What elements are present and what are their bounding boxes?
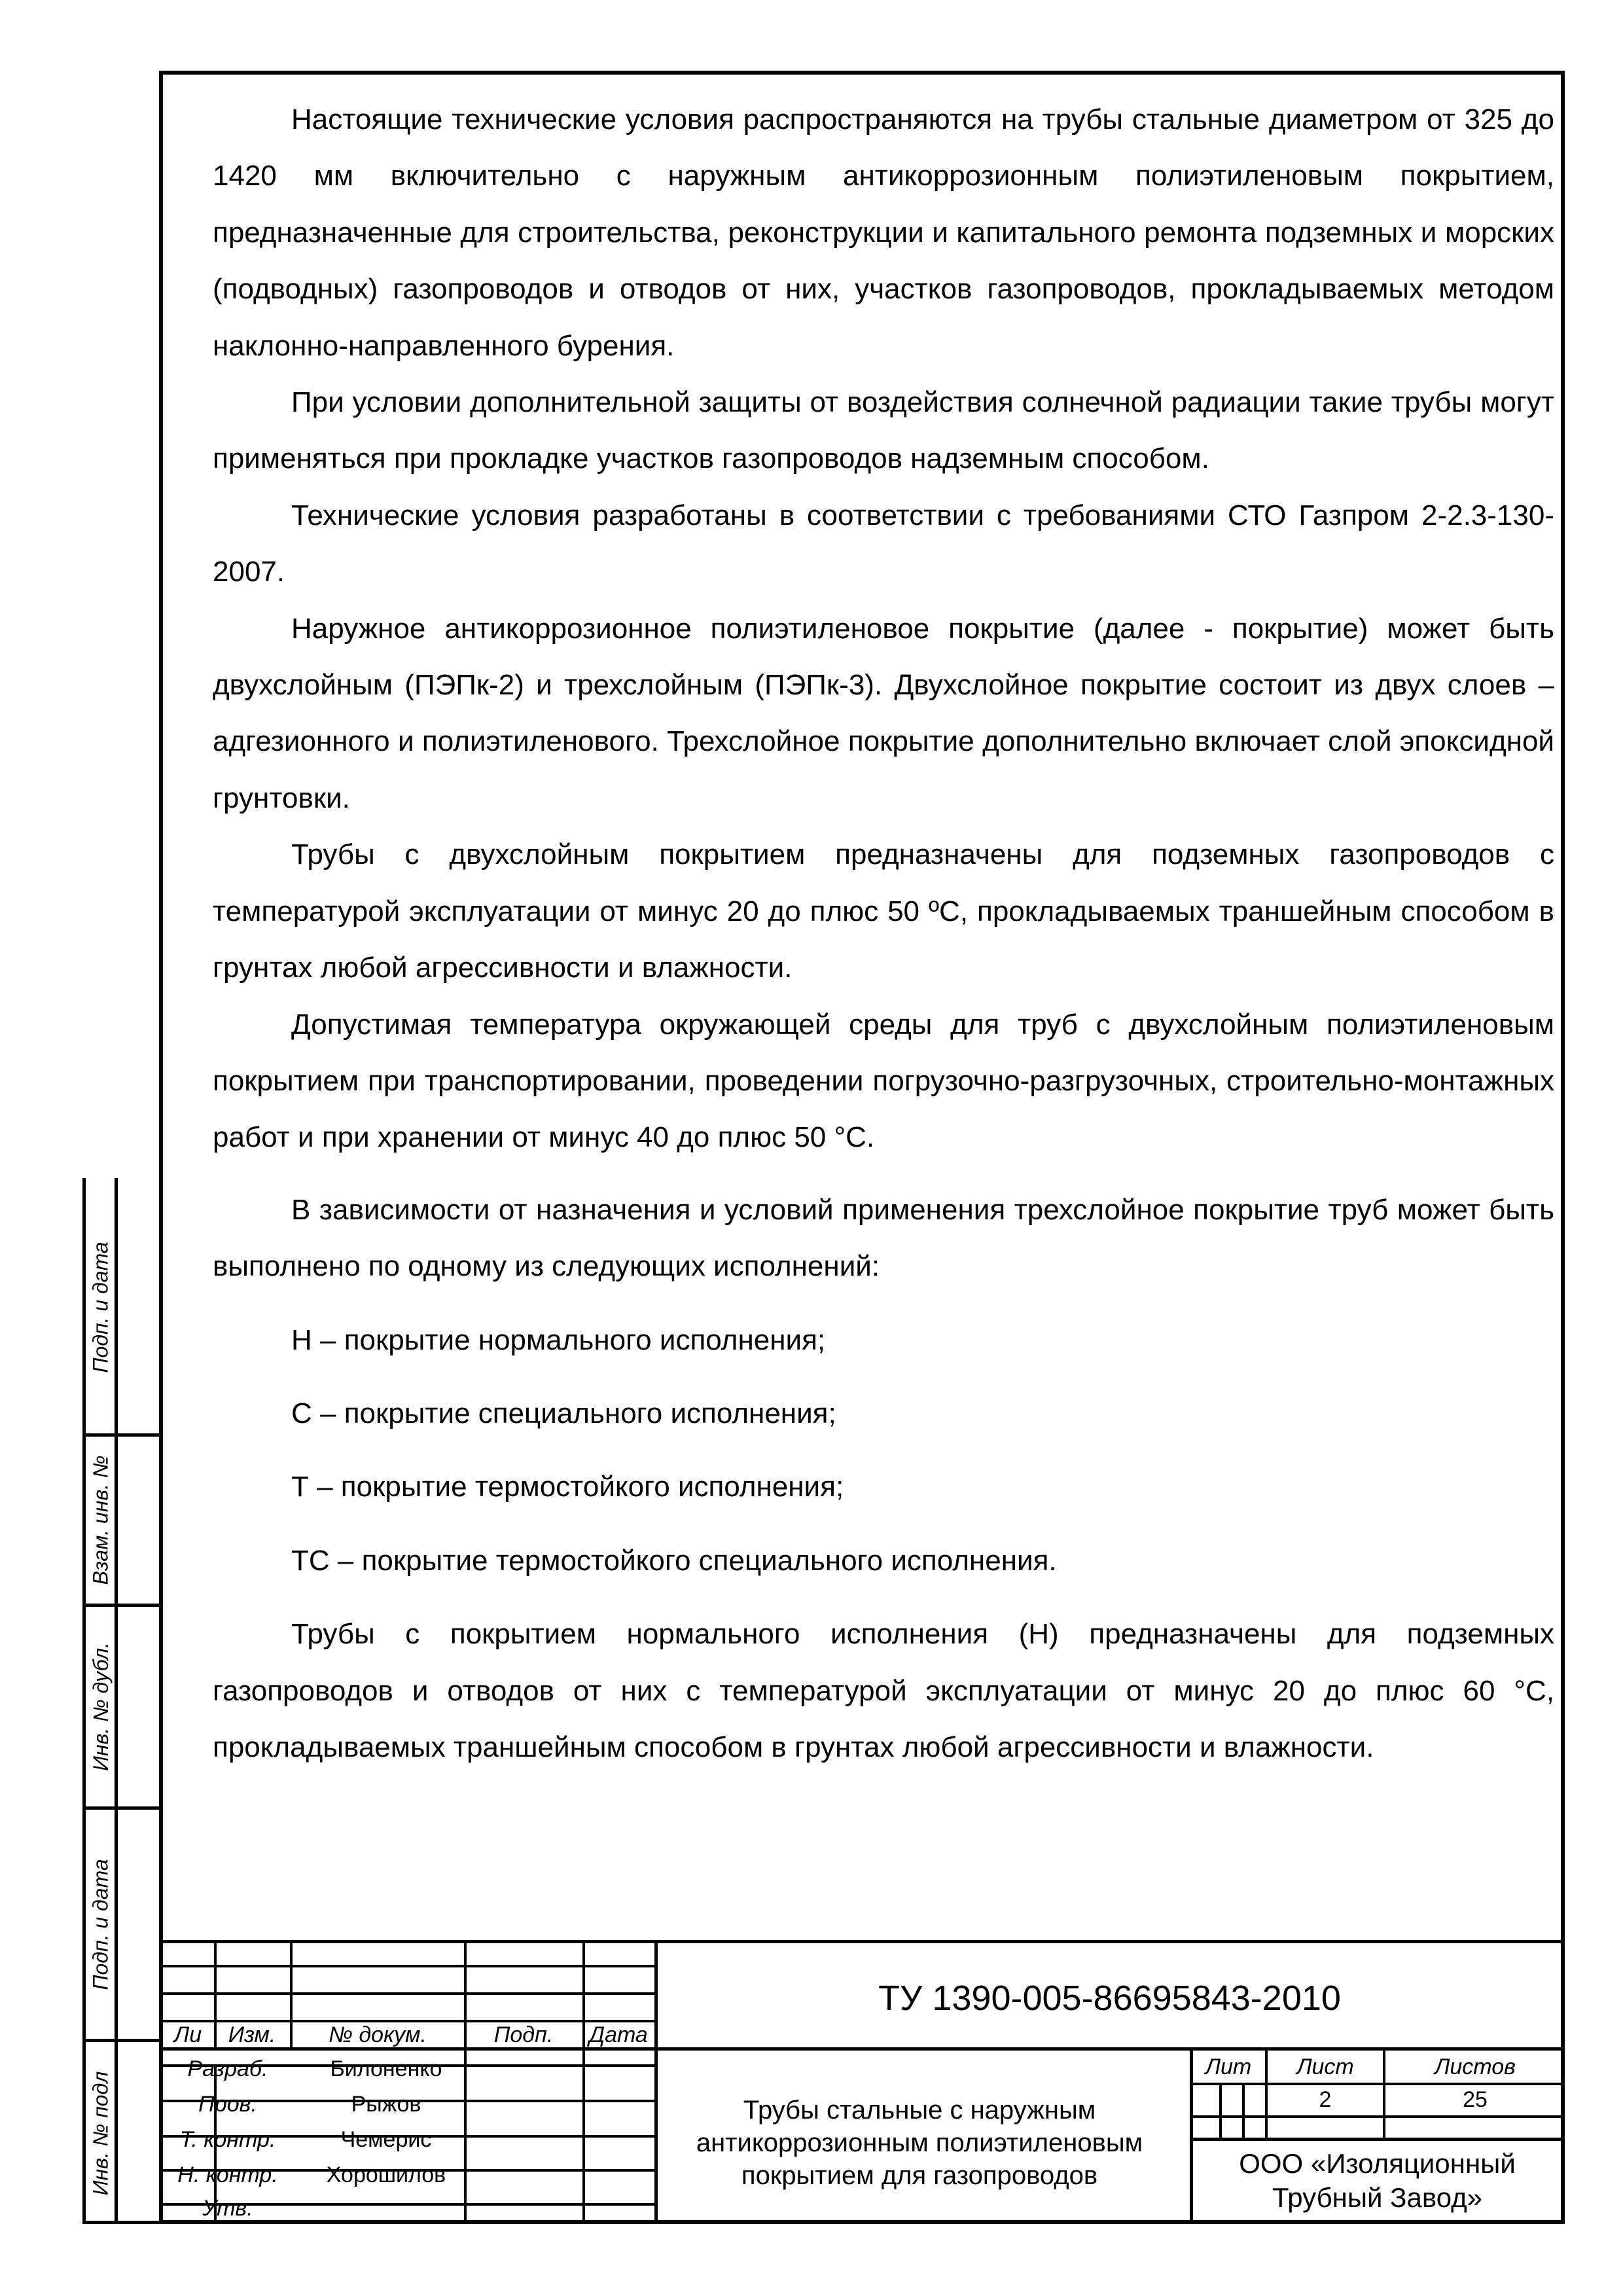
paragraph: Трубы с покрытием нормального исполнения (Н) предназначены для подземных газопроводов и отводов от них с температурой эксплуатации от минус 20 до плюс 60 °С, прокладываемых траншейным способом в грунтах любой агрессивности и влажности. [213, 1618, 1554, 1763]
paragraph: Настоящие технические условия распространяются на трубы стальные диаметром от 325 до 1420 мм включительно с наружным антикоррозионным полиэтиленовым покрытием, предназначенные для строительства, реконструкции и капитального ремонта подземных и морских (подводных) газопроводов и отводов от них, участков газопроводов, прокладываемых методом наклонно-направленного бурения. [213, 103, 1554, 362]
sheet-number: 2 [1319, 2087, 1332, 2112]
paragraph: Наружное антикоррозионное полиэтиленовое покрытие (далее - покрытие) может быть двухслойным (ПЭПк-2) и трехслойным (ПЭПк-3). Двухслойное покрытие состоит из двух слоев – адгезионного и полиэтиленового. Трехслойное покрытие дополнительно включает слой эпоксидной грунтовки. [213, 612, 1554, 814]
sheets-label: Листов [1435, 2054, 1516, 2079]
paragraph: Технические условия разработаны в соответствии с требованиями СТО Газпром 2-2.3-130-2007. [213, 499, 1554, 588]
paragraph: Допустимая температура окружающей среды для труб с двухслойным полиэтиленовым покрытием при транспортировании, проведении погрузочно-разгрузочных, строительно-монтажных работ и при хранении от минус 40 до плюс 50 °С. [213, 1008, 1554, 1154]
list-item: ТС – покрытие термостойкого специального исполнения. [291, 1544, 1057, 1577]
header-izm: Изм. [228, 2022, 276, 2047]
side-label-replaced-inv: Взам. инв. № [88, 1455, 113, 1585]
name-checked: Рыжов [351, 2091, 421, 2117]
sheet-count: 25 [1463, 2087, 1488, 2112]
name-norm-control: Хорошилов [326, 2162, 446, 2187]
sheet-label: Лист [1296, 2054, 1354, 2079]
side-label-sign-date-2: Подп. и дата [88, 1858, 113, 1990]
role-approved: Утв. [202, 2195, 253, 2221]
paragraph: В зависимости от назначения и условий применения трехслойное покрытие труб может быть выполнено по одному из следующих исполнений: [213, 1193, 1554, 1283]
header-doc-number: № докум. [329, 2022, 427, 2047]
name-tech-control: Чемерис [340, 2126, 432, 2152]
header-date: Дата [589, 2022, 648, 2047]
side-label-orig-inv: Инв. № подл [88, 2071, 113, 2195]
role-developed: Разраб. [187, 2056, 268, 2081]
side-label-sign-date: Подп. и дата [88, 1242, 113, 1373]
list-item: С – покрытие специального исполнения; [291, 1397, 836, 1429]
paragraph: При условии дополнительной защиты от воздействия солнечной радиации такие трубы могут применяться при прокладке участков газопроводов надземным способом. [213, 386, 1554, 475]
side-label-dup-inv: Инв. № дубл. [88, 1642, 113, 1771]
role-tech-control: Т. контр. [179, 2126, 276, 2152]
name-developed: Билоненко [330, 2056, 442, 2081]
role-norm-control: Н. контр. [177, 2162, 278, 2187]
document-body [213, 92, 1554, 1776]
role-checked: Пров. [198, 2091, 257, 2117]
list-item: Н – покрытие нормального исполнения; [291, 1323, 826, 1356]
header-li: Ли [173, 2022, 202, 2047]
document-title: Трубы стальные с наружным антикоррозионным полиэтиленовым покрытием для газопроводов [696, 2096, 1143, 2190]
document-code: ТУ 1390-005-86695843-2010 [878, 1979, 1341, 2018]
header-signature: Подп. [493, 2022, 554, 2047]
list-item: Т – покрытие термостойкого исполнения; [291, 1471, 844, 1503]
lit-label: Лит [1205, 2054, 1252, 2079]
organization-name: ООО «Изоляционный Трубный Завод» [1239, 2148, 1516, 2213]
paragraph: Трубы с двухслойным покрытием предназначены для подземных газопроводов с температурой эксплуатации от минус 20 до плюс 50 ºС, прокладываемых траншейным способом в грунтах любой агрессивности и влажности. [213, 838, 1554, 984]
